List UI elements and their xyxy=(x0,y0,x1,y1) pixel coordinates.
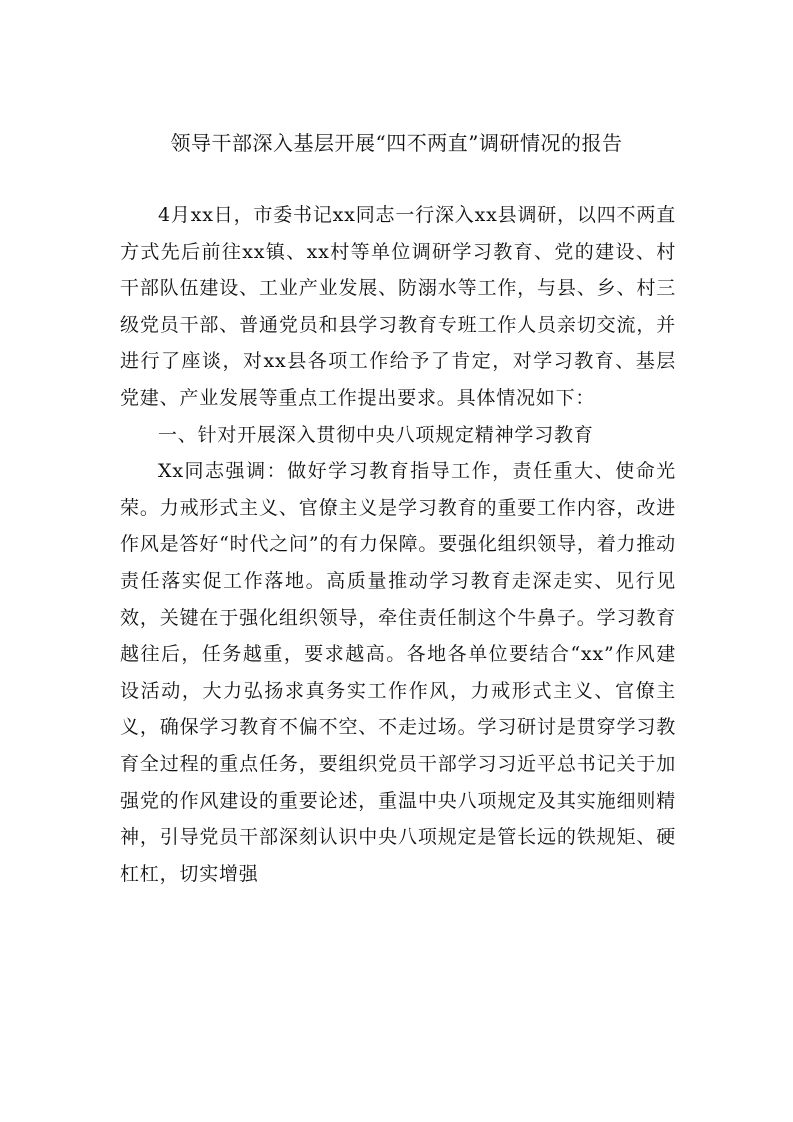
document-title: 领导干部深入基层开展“四不两直”调研情况的报告 xyxy=(170,131,623,155)
section-heading-1: 一、针对开展深入贯彻中央八项规定精神学习教育 xyxy=(158,423,594,446)
paragraph-intro: 4月xx日，市委书记xx同志一行深入xx县调研，以四不两直方式先后前往xx镇、xx村等单位调研学习教育、党的建设、村干部队伍建设、工业产业发展、防溺水等工作，与县、乡、村三级党员干部、普通党员和县学习教育专班工作人员亲切交流，并进行了座谈，对xx县各项工作给予了肯定，对学习教育、基层党建、产业发展等重点工作提出要求。具体情况如下： xyxy=(120,204,676,409)
paragraph-section-1: Xx同志强调：做好学习教育指导工作，责任重大、使命光荣。力戒形式主义、官僚主义是学习教育的重要工作内容，改进作风是答好“时代之问”的有力保障。要强化组织领导，着力推动责任落实促工作落地。高质量推动学习教育走深走实、见行见效，关键在于强化组织领导，牵住责任制这个牛鼻子。学习教育越往后，任务越重，要求越高。各地各单位要结合“xx”作风建设活动，大力弘扬求真务实工作作风，力戒形式主义、官僚主义，确保学习教育不偏不空、不走过场。学习研讨是贯穿学习教育全过程的重点任务，要组织党员干部学习习近平总书记关于加强党的作风建设的重要论述，重温中央八项规定及其实施细则精神，引导党员干部深刻认识中央八项规定是管长远的铁规矩、硬杠杠，切实增强 xyxy=(120,460,676,885)
document-body xyxy=(120,197,676,892)
